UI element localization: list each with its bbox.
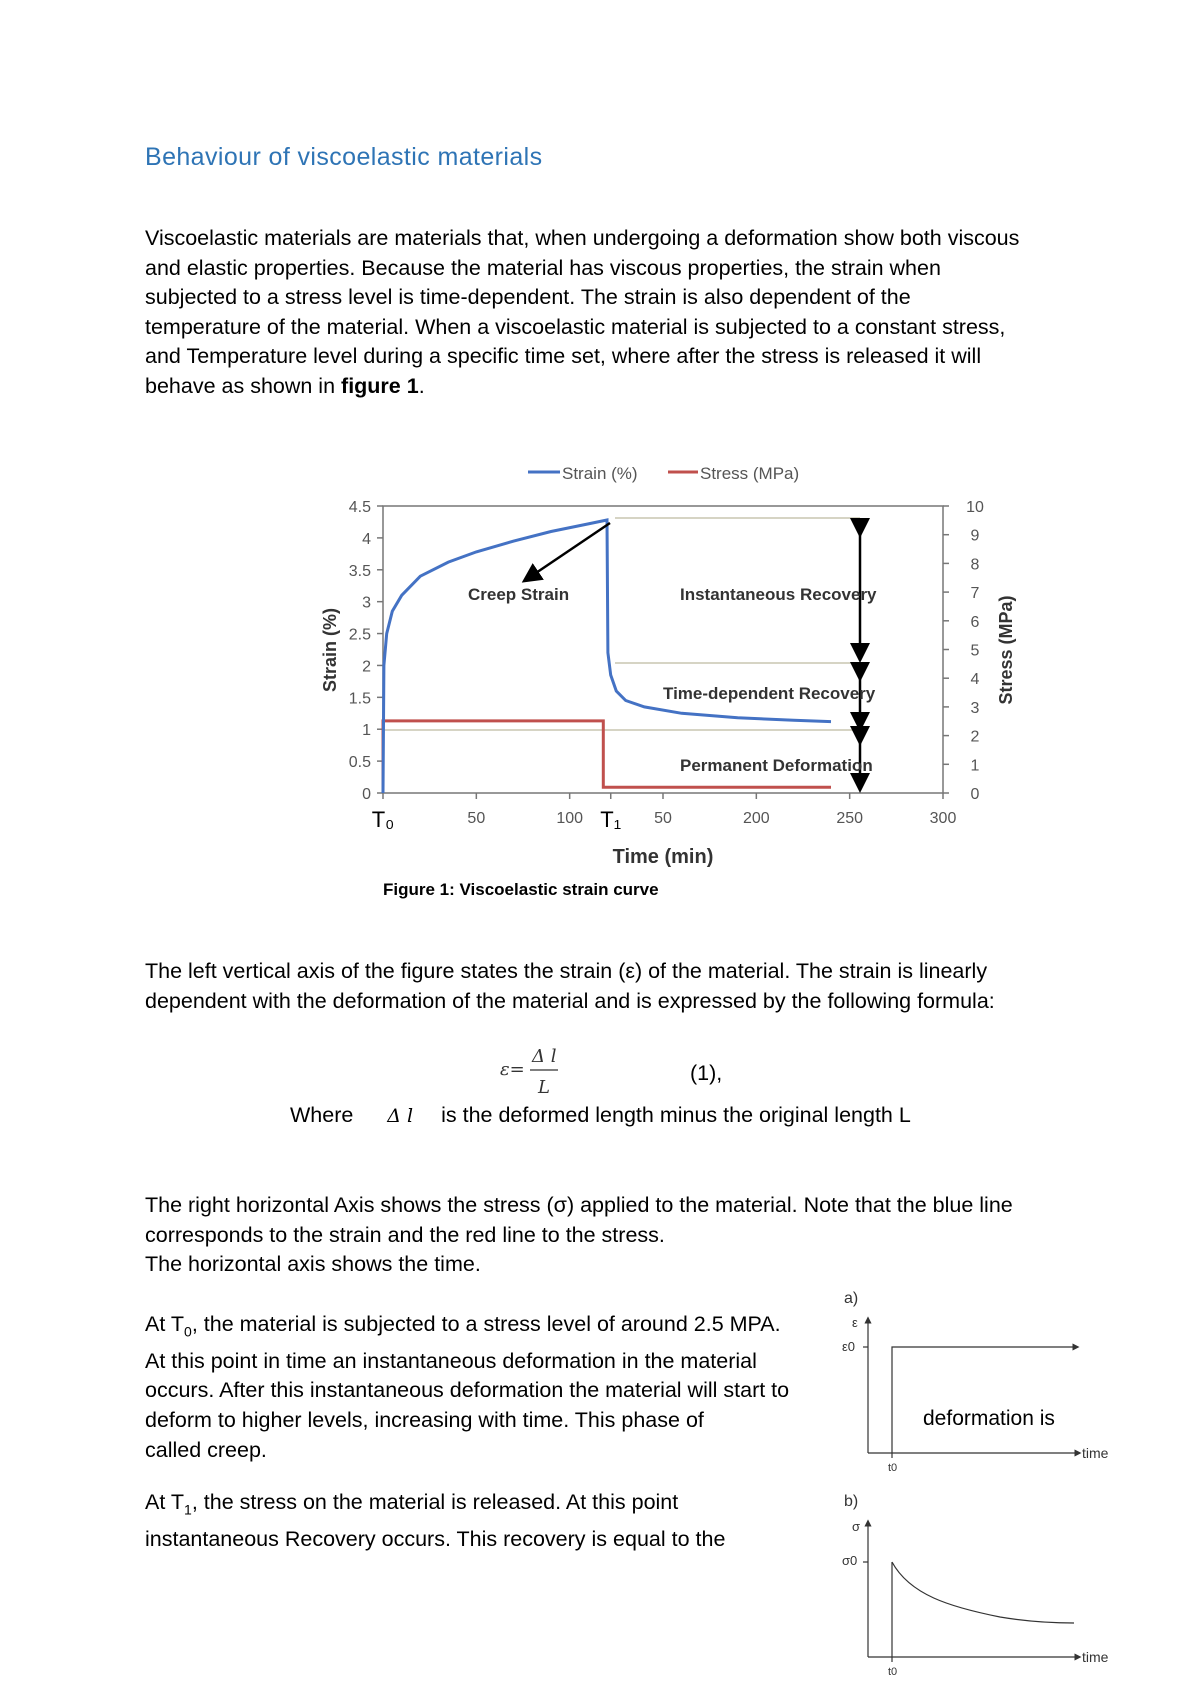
left-axis-tick-label: 2 [362, 658, 371, 676]
annotation-creep-strain: Creep Strain [468, 585, 570, 604]
t1-prefix: At T [145, 1490, 185, 1514]
stress-paragraph [145, 1191, 1013, 1280]
strain-series-line [383, 520, 831, 793]
x-axis-tick-label: T₁ [600, 807, 622, 832]
t1-suffix: , the stress on the material is released. At this point [191, 1490, 679, 1514]
strain-equation [480, 1038, 560, 1104]
side-figure-a-axis: ε [852, 1315, 858, 1330]
annotation-permanent-deformation: Permanent Deformation [680, 756, 873, 775]
intro-line: and elastic properties. Because the material has viscous properties, the strain when [145, 255, 941, 280]
t0-line: At this point in time an instantaneous deformation in the material [145, 1348, 757, 1373]
side-figure-b-level: σ0 [842, 1553, 858, 1568]
creep-strain-arrow [530, 523, 610, 577]
side-figure-a-t0: t0 [888, 1462, 898, 1474]
t0-line: deform to higher levels, increasing with time. This phase of [145, 1408, 704, 1433]
side-figure-a-step-curve [892, 1347, 1076, 1453]
equation-number: (1), [690, 1061, 723, 1085]
delta-l-symbol: Δ l [387, 1105, 414, 1127]
side-figure-a-note: deformation is [923, 1407, 1055, 1430]
annotation-time-dependent-recovery: Time-dependent Recovery [663, 684, 876, 703]
page-title: Behaviour of viscoelastic materials [145, 143, 543, 171]
where-label: Where [290, 1103, 354, 1127]
t1-subscript: 1 [184, 1501, 192, 1518]
strain-line: The left vertical axis of the figure states the strain (ε) of the material. The strain is linearly [145, 959, 988, 983]
side-figure [830, 1285, 1130, 1695]
left-axis-ticks [349, 499, 383, 803]
right-axis-tick-label: 9 [970, 527, 980, 545]
intro-line: and Temperature level during a specific time set, where after the stress is released it will [145, 344, 982, 369]
x-axis-tick-label: 50 [467, 810, 486, 827]
x-axis-tick-label: T₀ [371, 807, 395, 832]
stress-line: corresponds to the strain and the red line to the stress. [145, 1222, 665, 1247]
t0-suffix: , the material is subjected to a stress level of around 2.5 MPA. [191, 1312, 781, 1336]
side-figure-a-level: ε0 [842, 1339, 856, 1354]
intro-line-last [145, 372, 1019, 402]
t0-line: called creep. [145, 1437, 267, 1462]
left-axis-tick-label: 0.5 [348, 754, 371, 772]
stress-line: The horizontal axis shows the time. [145, 1252, 481, 1277]
intro-line: subjected to a stress level is time-dependent. The strain is also dependent of the [145, 285, 911, 310]
side-figure-b-time: time [1082, 1649, 1109, 1665]
equation-lhs: ε= [500, 1059, 525, 1080]
side-figure-b-label: b) [844, 1493, 859, 1510]
t1-paragraph [145, 1488, 725, 1554]
x-axis-tick-label: 100 [556, 810, 584, 827]
figure-caption: Figure 1: Viscoelastic strain curve [383, 880, 659, 899]
x-axis-title: Time (min) [612, 846, 714, 868]
right-axis-tick-label: 1 [970, 757, 980, 775]
left-axis-tick-label: 4 [362, 530, 371, 548]
left-axis-tick-label: 1.5 [348, 690, 371, 708]
x-axis-tick-label: 250 [836, 810, 864, 827]
left-axis-tick-label: 3.5 [348, 562, 371, 580]
intro-line: temperature of the material. When a viscoelastic material is subjected to a constant stress, [145, 314, 1006, 339]
side-figure-a-time: time [1082, 1445, 1109, 1461]
right-axis-tick-label: 4 [970, 671, 980, 689]
t0-line-first [145, 1310, 789, 1347]
viscoelastic-strain-chart [300, 450, 1040, 880]
t0-subscript: 0 [184, 1323, 192, 1340]
side-figure-b-axis: σ [852, 1519, 861, 1534]
x-axis-tick-label: 300 [929, 810, 957, 827]
right-axis-ticks [943, 499, 984, 803]
figure-reference: figure 1 [341, 373, 419, 398]
right-axis-tick-label: 0 [970, 786, 980, 803]
equation-numerator: Δ l [532, 1046, 557, 1067]
intro-last-prefix: behave as shown in [145, 373, 342, 398]
left-axis-tick-label: 1 [362, 722, 371, 740]
t0-prefix: At T [145, 1312, 185, 1336]
annotation-instantaneous-recovery: Instantaneous Recovery [680, 585, 877, 604]
left-axis-tick-label: 4.5 [348, 499, 371, 516]
t0-paragraph [145, 1310, 789, 1465]
side-figure-a-label: a) [844, 1290, 859, 1307]
right-axis-title: Stress (MPa) [996, 595, 1016, 705]
equation-denominator: L [538, 1077, 550, 1098]
right-axis-tick-label: 2 [970, 728, 980, 746]
t1-line-first [145, 1488, 725, 1525]
right-axis-tick-label: 8 [970, 556, 980, 574]
right-axis-tick-label: 3 [970, 699, 980, 717]
intro-last-suffix: . [418, 373, 425, 398]
left-axis-tick-label: 0 [362, 786, 371, 803]
x-axis-tick-label: 200 [742, 810, 770, 827]
strain-line: dependent with the deformation of the material and is expressed by the following formula: [145, 988, 995, 1013]
left-axis-tick-label: 2.5 [348, 626, 371, 644]
x-axis-tick-label: 50 [654, 810, 672, 827]
left-axis-title: Strain (%) [320, 607, 340, 693]
strain-paragraph [145, 957, 995, 1016]
right-axis-tick-label: 10 [966, 499, 984, 516]
equation-where-line [290, 1103, 911, 1128]
side-figure-b-t0: t0 [888, 1666, 898, 1678]
legend-strain-label: Strain (%) [562, 464, 638, 483]
t1-line: instantaneous Recovery occurs. This recovery is equal to the [145, 1526, 726, 1551]
stress-line: The right horizontal Axis shows the stress (σ) applied to the material. Note that the blue line [145, 1193, 1013, 1217]
intro-paragraph [145, 224, 1019, 402]
where-description: is the deformed length minus the original length L [441, 1103, 911, 1127]
intro-line: Viscoelastic materials are materials that, when undergoing a deformation show both viscous [145, 226, 1020, 250]
x-axis-ticks [372, 793, 957, 832]
legend-stress-label: Stress (MPa) [700, 464, 800, 483]
left-axis-tick-label: 3 [362, 594, 371, 612]
right-axis-tick-label: 7 [970, 585, 980, 603]
side-figure-b-decay-curve [892, 1562, 1074, 1623]
right-axis-tick-label: 6 [970, 613, 980, 631]
right-axis-tick-label: 5 [970, 642, 980, 660]
t0-line: occurs. After this instantaneous deformation the material will start to [145, 1378, 790, 1403]
